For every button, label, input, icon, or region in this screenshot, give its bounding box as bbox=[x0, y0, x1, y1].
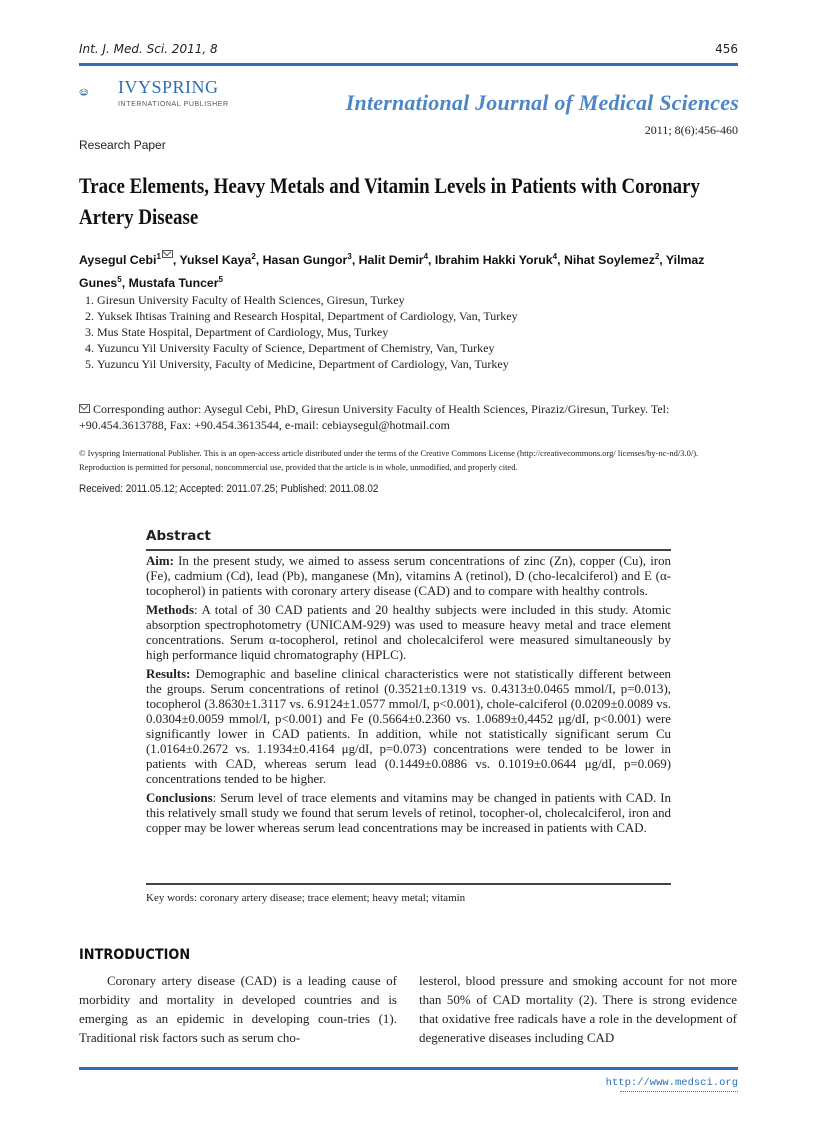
abstract-bottom-rule bbox=[146, 883, 671, 885]
author-separator: , bbox=[659, 253, 666, 268]
affiliation-item: 1. Giresun University Faculty of Health Sciences, Giresun, Turkey bbox=[97, 292, 744, 308]
affiliation-item: 4. Yuzuncu Yil University Faculty of Science, Department of Chemistry, Van, Turkey bbox=[97, 340, 744, 356]
author-name: Ibrahim Hakki Yoruk bbox=[434, 253, 553, 268]
running-header-citation: Int. J. Med. Sci. 2011, 8 bbox=[79, 42, 218, 56]
author-separator: , bbox=[121, 276, 129, 291]
affiliations bbox=[79, 292, 744, 372]
author-name: Aysegul Cebi bbox=[79, 253, 157, 268]
paper-type: Research Paper bbox=[79, 138, 166, 152]
author-separator: , bbox=[172, 253, 180, 268]
author-name: Mustafa Tuncer bbox=[128, 276, 219, 291]
author-affiliation-number: 4 bbox=[552, 252, 558, 261]
abstract-section-text: In the present study, we aimed to assess serum concentrations of zinc (Zn), copper (Cu), iron (Fe), cadmium (Cd), lead (Pb), manganese (Mn), vitamins A (retinol), D (cho-lecalciferol) and E (α-tocopherol) in patients with coronary artery disease (CAD) and to compare with healthy controls. bbox=[146, 554, 671, 598]
abstract-section bbox=[146, 554, 671, 599]
journal-title: International Journal of Medical Sciences bbox=[345, 90, 739, 115]
publisher-subtitle: INTERNATIONAL PUBLISHER bbox=[118, 101, 229, 108]
footer-rule bbox=[79, 1067, 738, 1070]
abstract-section bbox=[146, 791, 671, 836]
introduction-heading: INTRODUCTION bbox=[79, 947, 191, 963]
keywords: Key words: coronary artery disease; trace element; heavy metal; vitamin bbox=[146, 892, 466, 904]
abstract-section-label: Results: bbox=[146, 667, 191, 681]
page-number: 456 bbox=[715, 42, 738, 56]
author-name: Hasan Gungor bbox=[262, 253, 348, 268]
corresponding-text: Corresponding author: Aysegul Cebi, PhD, Giresun University Faculty of Health Sciences, Piraziz/Giresun, Turkey. Tel: +90.454.3613788, Fax: +90.454.3613544, e-mail: cebiaysegul@hotmail.com bbox=[79, 402, 670, 432]
abstract-section bbox=[146, 667, 671, 787]
author-list bbox=[79, 247, 744, 293]
author-separator: , bbox=[428, 253, 435, 268]
publication-dates: Received: 2011.05.12; Accepted: 2011.07.25; Published: 2011.08.02 bbox=[79, 483, 379, 495]
author-affiliation-number: 4 bbox=[423, 252, 429, 261]
author-affiliation-number: 1 bbox=[156, 252, 161, 261]
author-name: Yuksel Kaya bbox=[179, 253, 252, 268]
author-affiliation-number: 5 bbox=[218, 275, 223, 285]
affiliation-item: 2. Yuksek Ihtisas Training and Research Hospital, Department of Cardiology, Van, Turkey bbox=[97, 308, 744, 324]
publisher-name: IVYSPRING bbox=[118, 77, 219, 97]
author-affiliation-number: 5 bbox=[117, 275, 122, 285]
abstract-section-text: Demographic and baseline clinical characteristics were not statistically different between the groups. Serum concentrations of retinol (0.3521±0.1319 vs. 0.4313±0.0465 mmol/I, p=0.013), tocopherol (3.8630±1.3117 vs. 6.9124±1.0577 mmol/I, p<0.001), chole-calciferol (0.0209±0.0089 vs. 0.0304±0.0059 mmol/I, p<0.001) and Fe (0.5664±0.2360 vs. 1.0689±0,4452 μg/dI, p<0.001) were significantly lower in CAD patients. In addition, while not statistically significant serum Cu (1.0164±0.2672 vs. 1.1934±0.4164 μg/dI, p=0.073) concentrations were tended to be lower in patients with CAD, whereas serum lead (0.1449±0.0886 vs. 0.1019±0.0644 μg/dI, p=0.069) concentrations tended to be higher. bbox=[146, 667, 671, 786]
author-name: Nihat Soylemez bbox=[563, 253, 655, 268]
author-affiliation-number: 3 bbox=[347, 252, 352, 261]
abstract-section-text: : Serum level of trace elements and vitamins may be changed in patients with CAD. In this relatively small study we found that serum levels of retinol, tocopher-ol, cholecalciferol, iron and copper may be lower whereas serum lead concentrations may be increased in patients with CAD. bbox=[146, 791, 671, 835]
abstract-section-label: Methods bbox=[146, 603, 194, 617]
abstract-section-label: Conclusions bbox=[146, 791, 213, 805]
corresponding-author bbox=[79, 401, 738, 433]
envelope-icon bbox=[79, 404, 90, 413]
affiliation-item: 5. Yuzuncu Yil University, Faculty of Medicine, Department of Cardiology, Van, Turkey bbox=[97, 356, 744, 372]
author-separator: , bbox=[255, 253, 263, 268]
article-title: Trace Elements, Heavy Metals and Vitamin Levels in Patients with Coronary Artery Disease bbox=[79, 173, 700, 229]
author-affiliation-number: 2 bbox=[251, 252, 256, 261]
author-affiliation-number: 2 bbox=[654, 252, 660, 261]
abstract-top-rule bbox=[146, 549, 671, 551]
introduction-left-column: Coronary artery disease (CAD) is a leading cause of morbidity and mortality in developed countries and is emerging as an epidemic in developing coun-tries (1). Traditional risk factors such as serum cho- bbox=[79, 973, 397, 1045]
abstract-section-label: Aim: bbox=[146, 554, 174, 568]
abstract-body bbox=[146, 554, 671, 840]
author-name: Halit Demir bbox=[358, 253, 424, 268]
author-name: Yilmaz Gunes bbox=[79, 253, 705, 291]
abstract-section bbox=[146, 603, 671, 663]
author-separator: , bbox=[351, 253, 359, 268]
abstract-heading: Abstract bbox=[146, 528, 211, 544]
header-rule bbox=[79, 63, 738, 66]
journal-citation: 2011; 8(6):456-460 bbox=[644, 123, 738, 137]
affiliation-item: 3. Mus State Hospital, Department of Cardiology, Mus, Turkey bbox=[97, 324, 744, 340]
license-notice: © Ivyspring International Publisher. This is an open-access article distributed under the terms of the Creative Commons License (http://creativecommons.org/ licenses/by-nc-nd/3.0/). Reproduction is permitted for personal, noncommercial use, provided that the article is in whole, unmodified, and properly cited. bbox=[79, 448, 699, 472]
introduction-right-column: lesterol, blood pressure and smoking account for not more than 50% of CAD mortality (2). There is strong evidence that oxidative free radicals have a role in the development of degenerative diseases including CAD bbox=[419, 973, 737, 1045]
abstract-section-text: : A total of 30 CAD patients and 20 healthy subjects were included in this study. Atomic absorption spectrophotometry (UNICAM-929) was used to measure heavy metal and trace element concentrations. Serum α-tocopherol, retinol and cholecalciferol were measured simultaneously by high performance liquid chromatography (HPLC). bbox=[146, 603, 671, 662]
ivyspring-logo-icon bbox=[79, 76, 119, 110]
journal-url-link[interactable]: http://www.medsci.org bbox=[605, 1077, 738, 1089]
envelope-icon bbox=[162, 250, 173, 258]
author-separator: , bbox=[557, 253, 564, 268]
footer-dotted-underline bbox=[620, 1091, 738, 1092]
